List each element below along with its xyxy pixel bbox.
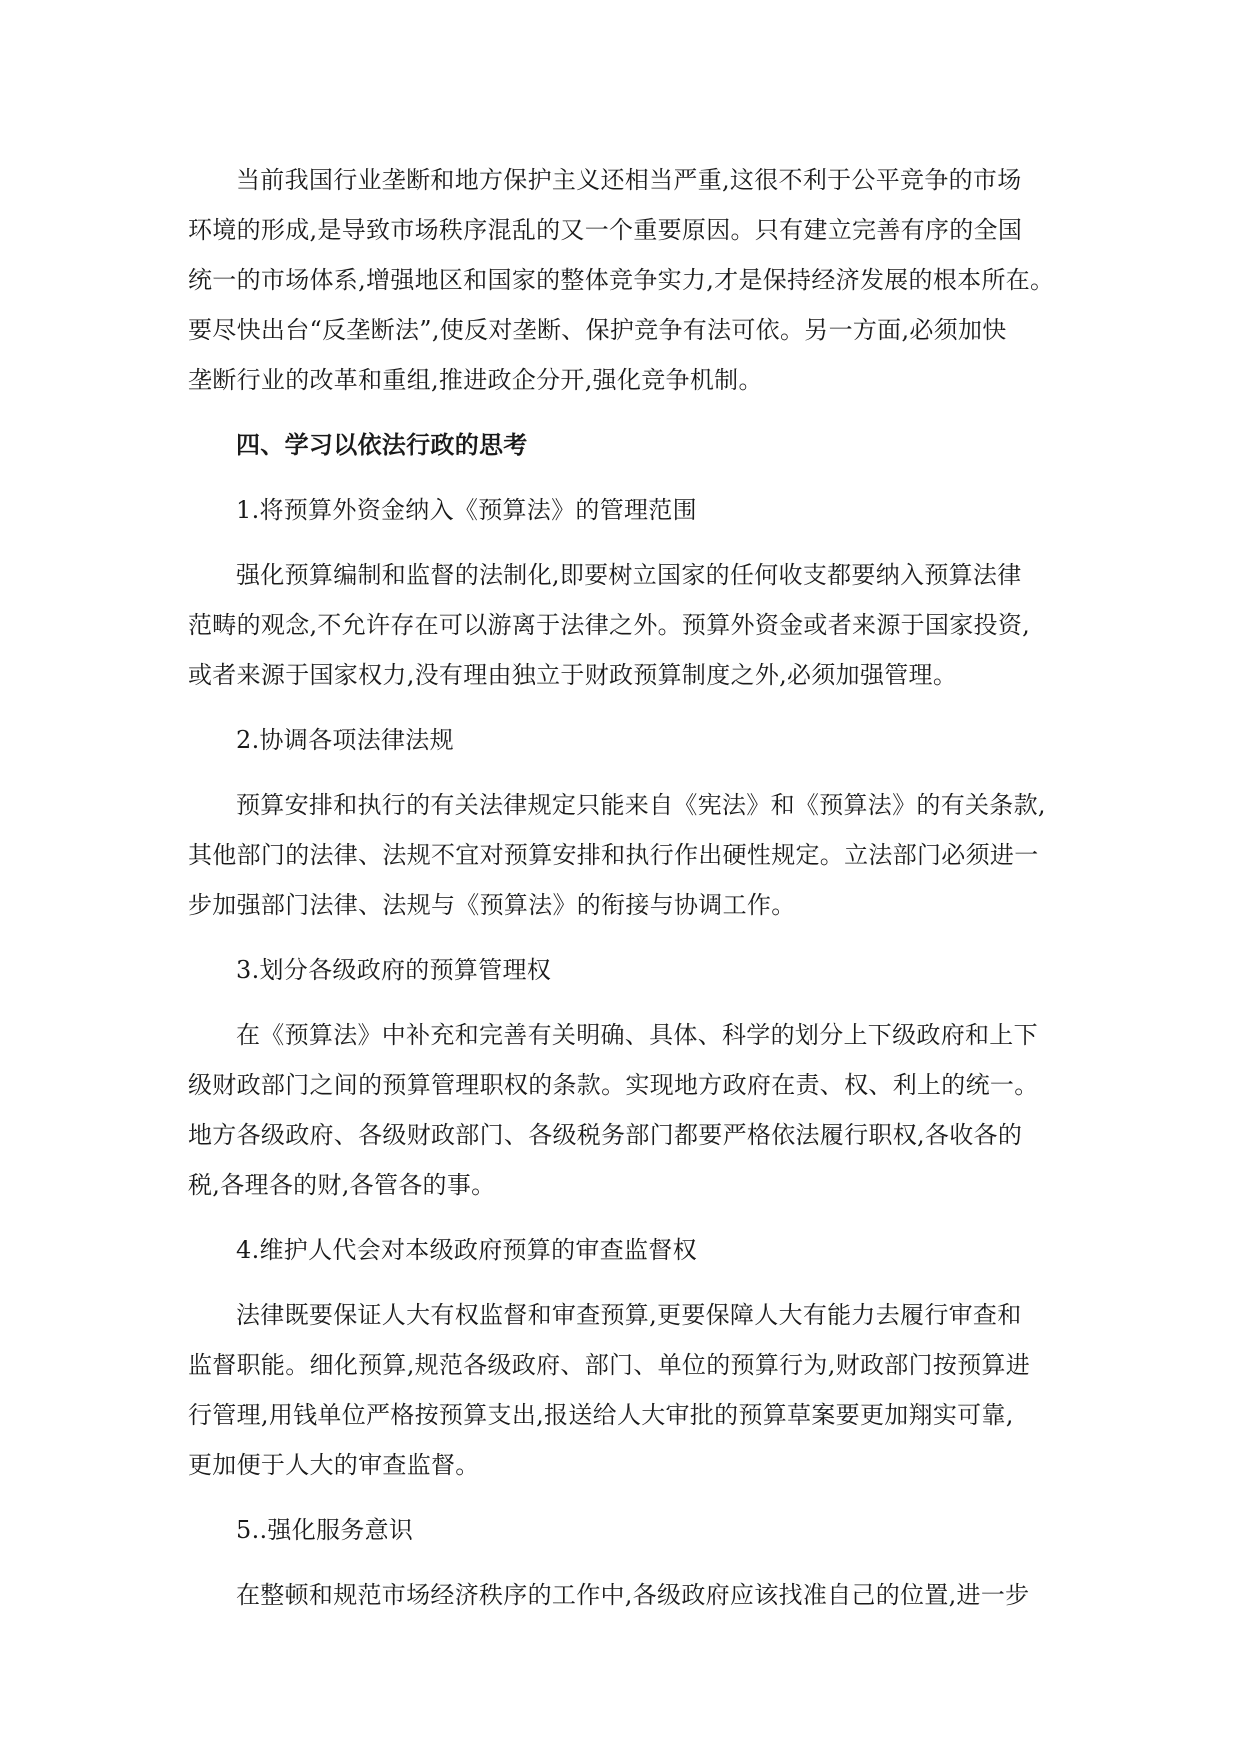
text-line: 强化预算编制和监督的法制化,即要树立国家的任何收支都要纳入预算法律 bbox=[236, 561, 1022, 589]
text-line: 其他部门的法律、法规不宜对预算安排和执行作出硬性规定。立法部门必须进一 bbox=[188, 841, 1039, 869]
subsection-heading-1: 1.将预算外资金纳入《预算法》的管理范围 bbox=[236, 496, 697, 524]
section-heading: 四、学习以依法行政的思考 bbox=[236, 430, 528, 459]
paragraph-service-awareness bbox=[188, 1570, 1054, 1620]
paragraph-budget-authority bbox=[188, 1010, 1054, 1210]
text-line: 在《预算法》中补充和完善有关明确、具体、科学的划分上下级政府和上下 bbox=[236, 1021, 1038, 1049]
paragraph-coordinate-laws bbox=[188, 780, 1054, 930]
subsection-heading-3: 3.划分各级政府的预算管理权 bbox=[236, 956, 552, 984]
paragraph-npc-oversight bbox=[188, 1290, 1054, 1490]
text-line: 更加便于人大的审查监督。 bbox=[188, 1451, 480, 1479]
text-line: 税,各理各的财,各管各的事。 bbox=[188, 1171, 496, 1199]
subsection-heading-5: 5..强化服务意识 bbox=[236, 1516, 414, 1544]
text-line: 当前我国行业垄断和地方保护主义还相当严重,这很不利于公平竞争的市场 bbox=[236, 166, 1022, 194]
text-line: 级财政部门之间的预算管理职权的条款。实现地方政府在责、权、利上的统一。 bbox=[188, 1071, 1039, 1099]
subsection-heading-4: 4.维护人代会对本级政府预算的审查监督权 bbox=[236, 1236, 697, 1264]
text-line: 范畴的观念,不允许存在可以游离于法律之外。预算外资金或者来源于国家投资, bbox=[188, 611, 1031, 639]
subsection-heading-2: 2.协调各项法律法规 bbox=[236, 726, 454, 754]
text-line: 垄断行业的改革和重组,推进政企分开,强化竞争机制。 bbox=[188, 366, 763, 394]
text-line: 在整顿和规范市场经济秩序的工作中,各级政府应该找准自己的位置,进一步 bbox=[236, 1581, 1030, 1609]
text-line: 或者来源于国家权力,没有理由独立于财政预算制度之外,必须加强管理。 bbox=[188, 661, 958, 689]
text-line: 预算安排和执行的有关法律规定只能来自《宪法》和《预算法》的有关条款, bbox=[236, 791, 1046, 819]
text-line: 环境的形成,是导致市场秩序混乱的又一个重要原因。只有建立完善有序的全国 bbox=[188, 216, 1023, 244]
text-line: 监督职能。细化预算,规范各级政府、部门、单位的预算行为,财政部门按预算进 bbox=[188, 1351, 1031, 1379]
text-line: 地方各级政府、各级财政部门、各级税务部门都要严格依法履行职权,各收各的 bbox=[188, 1121, 1023, 1149]
text-line: 行管理,用钱单位严格按预算支出,报送给人大审批的预算草案要更加翔实可靠, bbox=[188, 1401, 1014, 1429]
text-line: 统一的市场体系,增强地区和国家的整体竞争实力,才是保持经济发展的根本所在。 bbox=[188, 266, 1055, 294]
document-body bbox=[188, 155, 1054, 1635]
paragraph-extra-budget bbox=[188, 550, 1054, 700]
paragraph-monopoly bbox=[188, 155, 1054, 405]
text-line: 法律既要保证人大有权监督和审查预算,更要保障人大有能力去履行审查和 bbox=[236, 1301, 1022, 1329]
text-line: 要尽快出台“反垄断法”,使反对垄断、保护竞争有法可依。另一方面,必须加快 bbox=[188, 316, 1007, 344]
text-line: 步加强部门法律、法规与《预算法》的衔接与协调工作。 bbox=[188, 891, 796, 919]
